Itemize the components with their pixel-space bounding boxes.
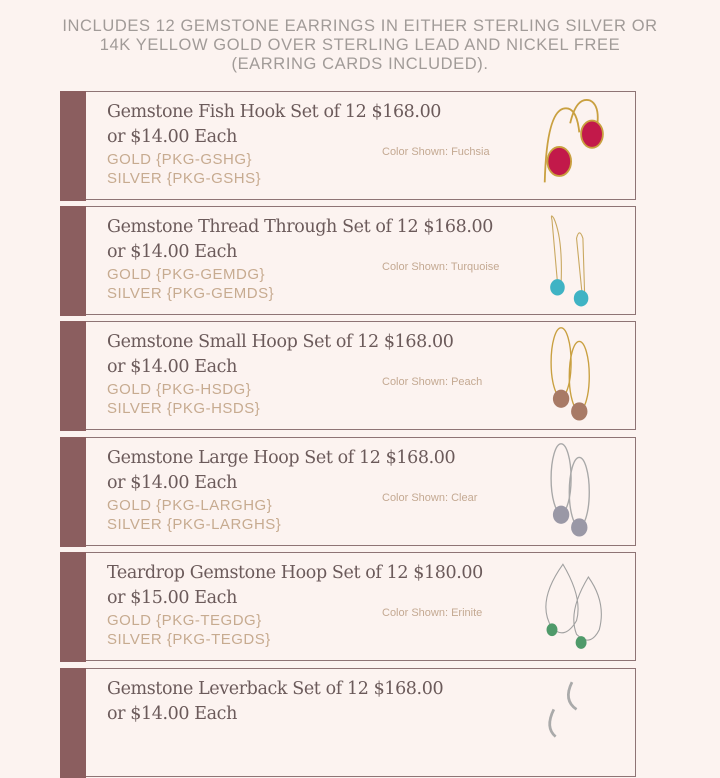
color-shown: Color Shown: Turquoise [382,261,500,273]
color-shown: Color Shown: Peach [382,376,483,388]
silver-code: SILVER {PKG-LARGHS} [107,516,282,533]
product-name-price: Gemstone Thread Through Set of 12 $168.00 [107,217,493,237]
color-shown: Color Shown: Erinite [382,607,483,619]
product-title[interactable] [107,330,453,380]
product-row [60,552,636,661]
product-each-price: or $15.00 Each [107,588,237,608]
intro-line: 14K YELLOW GOLD OVER STERLING LEAD AND NICKEL FREE [99,36,621,54]
product-name-price: Teardrop Gemstone Hoop Set of 12 $180.00 [107,563,483,583]
product-each-price: or $14.00 Each [107,473,237,493]
earring-image [522,442,622,542]
intro-line: INCLUDES 12 GEMSTONE EARRINGS IN EITHER STERLING SILVER OR [62,17,658,35]
earring-image [522,326,622,426]
earring-image [522,673,622,773]
gold-code: GOLD {PKG-HSDG} [107,381,252,398]
gold-code: GOLD {PKG-TEGDG} [107,612,262,629]
product-name-price: Gemstone Small Hoop Set of 12 $168.00 [107,332,454,352]
product-title[interactable] [107,561,483,611]
product-title[interactable] [107,100,441,150]
earring-image [522,211,622,311]
color-shown: Color Shown: Fuchsia [382,146,490,158]
accent-bar [60,552,86,662]
gold-code: GOLD {PKG-GEMDG} [107,266,266,283]
product-codes [107,150,261,188]
color-shown: Color Shown: Clear [382,492,478,504]
accent-bar [60,321,86,431]
product-codes [107,380,260,418]
product-title[interactable] [107,446,455,496]
gold-code: GOLD {PKG-LARGHG} [107,497,273,514]
product-codes [107,611,271,649]
product-name-price: Gemstone Leverback Set of 12 $168.00 [107,679,444,699]
product-codes [107,496,281,534]
earring-image [522,96,622,196]
silver-code: SILVER {PKG-GSHS} [107,170,262,187]
accent-bar [60,668,86,778]
accent-bar [60,437,86,547]
product-row [60,668,636,777]
accent-bar [60,206,86,316]
product-name-price: Gemstone Large Hoop Set of 12 $168.00 [107,448,456,468]
silver-code: SILVER {PKG-TEGDS} [107,631,271,648]
product-row [60,206,636,315]
product-each-price: or $14.00 Each [107,357,237,377]
intro-text [0,17,720,74]
silver-code: SILVER {PKG-HSDS} [107,400,261,417]
product-title[interactable] [107,215,493,265]
product-each-price: or $14.00 Each [107,704,237,724]
product-row [60,91,636,200]
product-each-price: or $14.00 Each [107,127,237,147]
gold-code: GOLD {PKG-GSHG} [107,151,253,168]
product-row [60,321,636,430]
product-codes [107,265,274,303]
product-row [60,437,636,546]
product-name-price: Gemstone Fish Hook Set of 12 $168.00 [107,102,442,122]
accent-bar [60,91,86,201]
earring-image [522,557,622,657]
intro-line: (EARRING CARDS INCLUDED). [231,55,489,73]
silver-code: SILVER {PKG-GEMDS} [107,285,275,302]
product-each-price: or $14.00 Each [107,242,237,262]
